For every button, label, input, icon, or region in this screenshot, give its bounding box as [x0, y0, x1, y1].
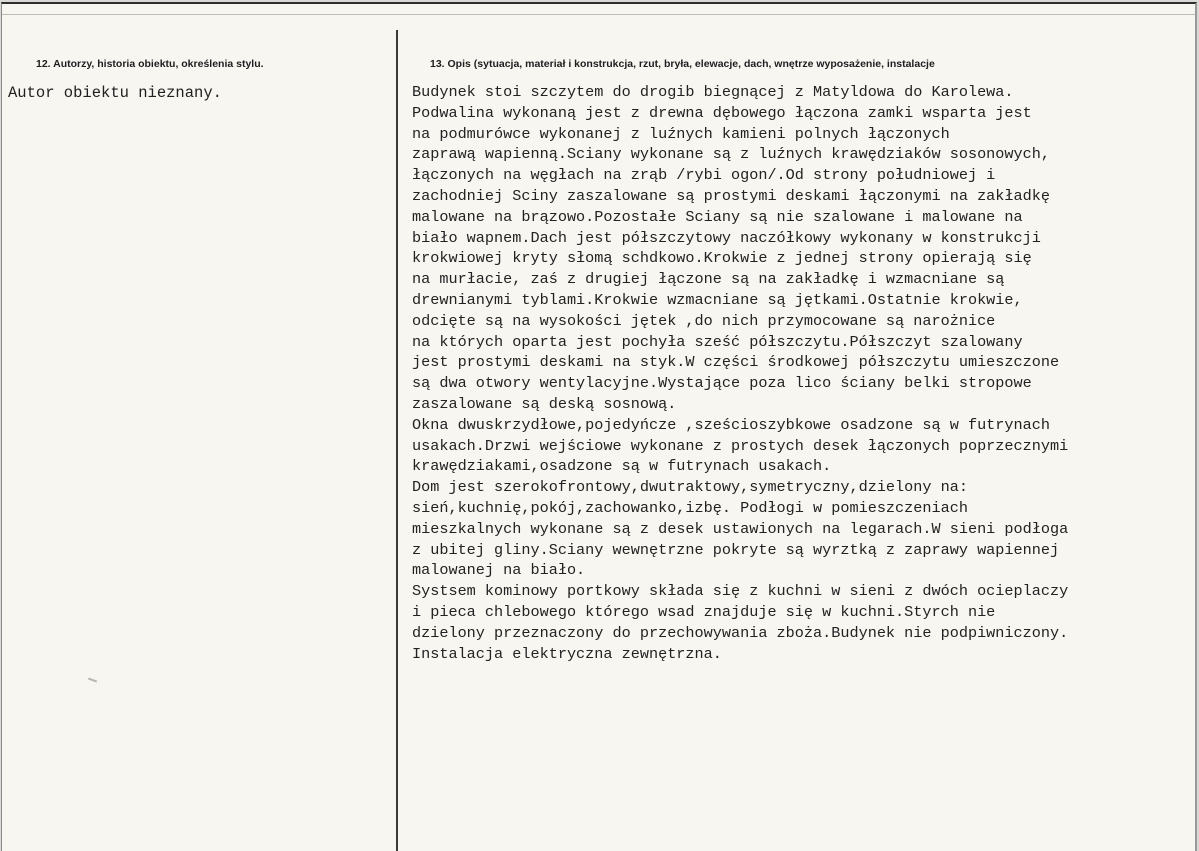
- body-line: zaszalowane są deską sosnową.: [412, 394, 677, 413]
- section-12-text: Autor obiektu nieznany.: [8, 84, 222, 102]
- column-divider: [396, 30, 398, 851]
- body-line: Podwalina wykonaną jest z drewna dębowego łączona zamki wsparta jest: [412, 103, 1032, 122]
- body-line: łączonych na węgłach na zrąb /rybi ogon/.Od strony południowej i: [412, 166, 996, 185]
- paper-speck: [88, 678, 97, 683]
- body-line: na podmurówce wykonanej z luźnych kamieni polnych łączonych: [412, 124, 950, 143]
- body-line: jest prostymi deskami na styk.W części środkowej półszczytu umieszczone: [412, 353, 1060, 372]
- body-line: malowane na brązowo.Pozostałe Sciany są nie szalowane i malowane na: [412, 207, 1023, 226]
- body-line: krokwiowej kryty słomą schdkowo.Krokwie z jednej strony opierają się: [412, 249, 1032, 268]
- body-line: na murłacie, zaś z drugiej łączone są na zakładkę i wzmacniane są: [412, 270, 1005, 289]
- body-line: malowanej na biało.: [412, 561, 586, 580]
- body-line: sień,kuchnię,pokój,zachowanko,izbę. Podłogi w pomieszczeniach: [412, 498, 968, 517]
- body-line: są dwa otwory wentylacyjne.Wystające poza lico ściany belki stropowe: [412, 374, 1032, 393]
- section-12-header: 12. Autorzy, historia obiektu, określenia stylu.: [36, 58, 264, 70]
- body-line: biało wapnem.Dach jest półszczytowy naczółkowy wykonany w konstrukcji: [412, 228, 1041, 247]
- body-line: usakach.Drzwi wejściowe wykonane z prostych desek łączonych poprzecznymi: [412, 436, 1069, 455]
- section-13-body: [412, 82, 1182, 664]
- body-line: Budynek stoi szczytem do drogib biegnącej z Matyldowa do Karolewa.: [412, 83, 1014, 101]
- body-line: drewnianymi tyblami.Krokwie wzmacniane są jętkami.Ostatnie krokwie,: [412, 290, 1023, 309]
- body-line: zaprawą wapienną.Sciany wykonane są z luźnych krawędziaków sosonowych,: [412, 145, 1050, 164]
- document-page: [1, 2, 1197, 851]
- body-line: i pieca chlebowego którego wsad znajduje się w kuchni.Styrch nie: [412, 602, 996, 621]
- body-line: z ubitej gliny.Sciany wewnętrzne pokryte są wyrztką z zaprawy wapiennej: [412, 540, 1060, 559]
- body-line: Okna dwuskrzydłowe,pojedyńcze ,sześcioszybkowe osadzone są w futrynach: [412, 415, 1050, 434]
- body-line: Dom jest szerokofrontowy,dwutraktowy,symetryczny,dzielony na:: [412, 478, 968, 497]
- body-line: dzielony przeznaczony do przechowywania zboża.Budynek nie podpiwniczony.: [412, 623, 1069, 642]
- section-13-header: 13. Opis (sytuacja, materiał i konstrukcja, rzut, bryła, elewacje, dach, wnętrze wyposażenie, instalacje: [430, 58, 935, 70]
- body-line: Systsem kominowy portkowy składa się z kuchni w sieni z dwóch ocieplaczy: [412, 582, 1069, 601]
- body-line: mieszkalnych wykonane są z desek ustawionych na legarach.W sieni podłoga: [412, 519, 1069, 538]
- body-line: zachodniej Sciny zaszalowane są prostymi deskami łączonymi na zakładkę: [412, 186, 1050, 205]
- body-line: krawędziakami,osadzone są w futrynach usakach.: [412, 457, 832, 476]
- top-rule: [2, 14, 1195, 15]
- body-line: Instalacja elektryczna zewnętrzna.: [412, 644, 722, 663]
- body-line: odcięte są na wysokości jętek ,do nich przymocowane są narożnice: [412, 311, 996, 330]
- body-line: na których oparta jest pochyła sześć półszczytu.Półszczyt szalowany: [412, 332, 1023, 351]
